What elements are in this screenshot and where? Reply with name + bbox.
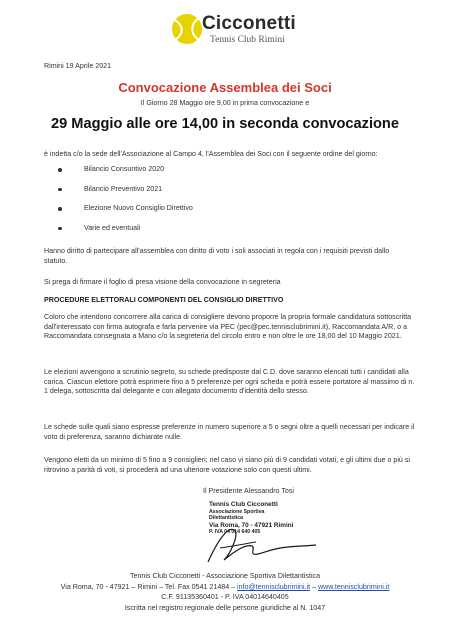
footer-line: Iscritta nel registro regionale delle persone giuridiche al N. 1047	[124, 603, 326, 612]
agenda-item-label: Bilancio Preventivo 2021	[84, 184, 163, 193]
first-call-line: Il Giorno 28 Maggio ore 9,00 in prima convocazione e	[140, 99, 310, 107]
agenda-item-label: Varie ed eventuali	[84, 223, 141, 232]
footer-line: Tennis Club Cicconetti - Associazione Sportiva Dilettantistica	[129, 572, 321, 580]
agenda-item	[58, 165, 193, 185]
stamp-line: Via Roma, 70 - 47921 Rimini	[209, 521, 294, 529]
agenda-item	[58, 224, 193, 244]
bullet-icon	[58, 168, 62, 172]
null-ballots-paragraph: Le schede sulle quali siano espresse preferenze in numero superiore a 5 o segni oltre a quelli necessari per indicare il voto di preferenza, saranno dichiarate nulle.	[44, 423, 415, 441]
footer-contact-line	[0, 582, 450, 593]
footer	[0, 571, 450, 613]
intro-paragraph: è indetta c/o la sede dell'Associazione al Campo 4, l'Assemblea dei Soci con il seguente ordine del giorno:	[44, 150, 378, 158]
sign-notice-paragraph: Si prega di firmare il foglio di presa visione della convocazione in segreteria	[44, 278, 281, 286]
agenda-item-label: Elezione Nuovo Consiglio Direttivo	[84, 204, 193, 212]
document-title: Convocazione Assemblea dei Soci	[118, 80, 332, 95]
agenda-item	[58, 204, 193, 224]
bullet-icon	[58, 207, 62, 211]
elected-paragraph: Vengono eletti da un minimo di 5 fino a 9 consiglieri; nel caso vi siano più di 9 candidati votati, e gli ultimi due o più si ritrovino a parità di voti, si procederà ad una ulteriore votazione solo con questi ultimi.	[44, 456, 410, 474]
website-link[interactable]: www.tennisclubrimini.it	[317, 582, 390, 591]
logo-subtitle: Tennis Club Rimini	[210, 35, 285, 45]
letter-date: Rimini 19 Aprile 2021	[44, 62, 112, 70]
footer-line: C.F. 91135360401 - P. IVA 04014640405	[161, 593, 289, 601]
footer-address: Via Roma, 70 - 47921 – Rimini – Tel. Fax 0541 21484 –	[60, 582, 238, 591]
stamp-line: Tennis Club Cicconetti	[209, 501, 278, 508]
agenda-list	[58, 165, 193, 243]
election-paragraph: Le elezioni avvengono a scrutinio segreto, su schede predisposte dal C.D. dove saranno elencati tutti i candidati alla carica. Ciascun elettore potrà esprimere fino a 5 preferenze per ogni scheda e potrà essere portatore al massimo di n. 1 delega, sottoscritta dal delegante e con allegato documento d'identità dello stesso.	[44, 368, 415, 396]
handwritten-signature	[200, 520, 320, 570]
procedure-heading: PROCEDURE ELETTORALI COMPONENTI DEL CONSIGLIO DIRETTIVO	[44, 296, 284, 304]
agenda-item	[58, 185, 193, 205]
tennis-ball-icon	[170, 12, 204, 46]
president-signature-line: Il Presidente Alessandro Tosi	[203, 487, 294, 495]
logo-name: Cicconetti	[202, 13, 296, 34]
bullet-icon	[58, 188, 62, 192]
bullet-icon	[58, 227, 62, 231]
voting-rights-paragraph: Hanno diritto di partecipare all'assemblea con diritto di voto i soli associati in regola con i requisiti previsti dallo statuto.	[44, 247, 390, 265]
agenda-item-label: Bilancio Consuntivo 2020	[84, 165, 165, 173]
footer-separator: –	[310, 582, 318, 591]
email-link[interactable]: info@tennisclubrimini.it	[237, 582, 311, 591]
second-call-heading: 29 Maggio alle ore 14,00 in seconda convocazione	[51, 116, 399, 132]
club-logo	[170, 12, 320, 48]
stamp-line: Associazione Sportiva Dilettantistica	[209, 508, 265, 522]
stamp-line: P. IVA 04 014 640 405	[209, 529, 261, 536]
candidacy-paragraph: Coloro che intendono concorrere alla carica di consigliere devono proporre la propria formale candidatura sottoscritta dall'interessato con firma autografa e farla pervenire via PEC (pec@pec.tennisclubrimini.it), Raccomandata A/R, o a Raccomandata consegnata a Mano c/o la segreteria del circolo entro e non oltre le ore 18,00 del 10 Maggio 2021.	[44, 313, 412, 341]
